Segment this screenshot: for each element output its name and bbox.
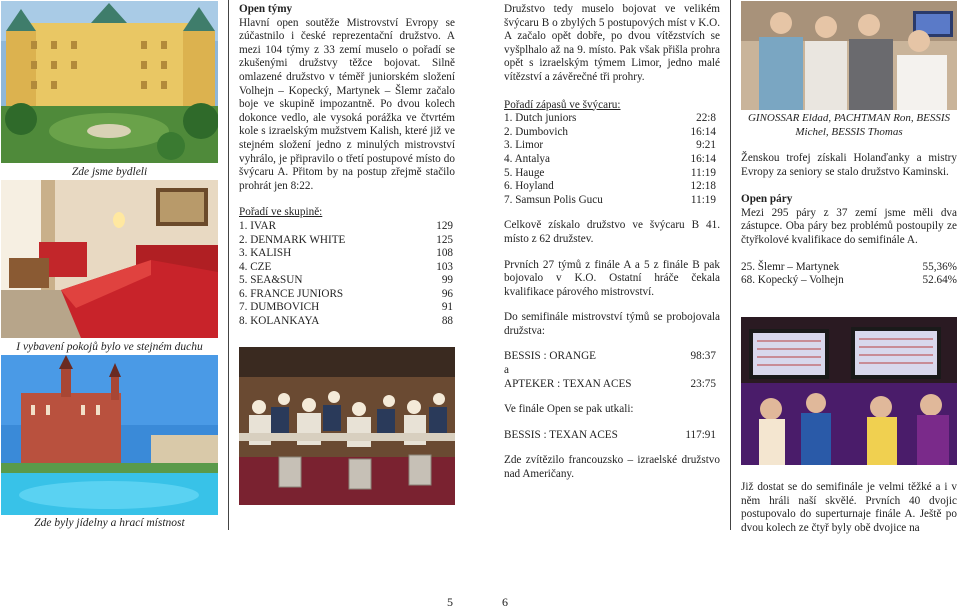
room-photo xyxy=(1,180,218,338)
standings-row: 5. SEA&SUN 99 xyxy=(239,274,453,287)
pool-photo xyxy=(1,355,218,515)
page-number-left: 5 xyxy=(447,595,453,609)
open-teams-article xyxy=(239,3,455,329)
swiss-row: 3. Limor 9:21 xyxy=(504,139,716,152)
swiss-article xyxy=(504,3,720,482)
group-standings-table xyxy=(239,220,455,329)
hotel-photo xyxy=(1,1,218,163)
open-teams-body: Hlavní open soutěže Mistrovství Evropy se zúčastnilo i české reprezentační družstvo. A mezi 104 týmy z 33 zemí muselo o pořadí se zkušenými družstvy těžce bojovat. Silně omlazené družstvo v téměř juniorském složení Volhejn – Kopecký, Martynek – Šlemr začalo boje ve skupině impozantně. Po dvou kolech dokonce vedlo, ale vysoká porážka ve čtvrtém kole s izraelským mužstvem Kalish, které již ve stejném složení jedno z minulých mistrovství vyhrálo, je připravilo o třetí postupové místo do švýcaru A. Přitom by na postup zřejmě stačilo prohrát jen 8:22. xyxy=(239,16,455,192)
semifinal-paragraph: Již dostat se do semifinále je velmi těžké a i v něm hráli naší skvělé. Prvních 40 dvojic postupovalo do superturnaje finále A. Ještě po dvou kolech ze čtyř byly obě dvojice na xyxy=(741,481,957,534)
semis-intro: Do semifinále mistrovství týmů se probojovala družstva: xyxy=(504,311,720,337)
ko-paragraph: Prvních 27 týmů z finále A a 5 z finále B pak bojovalo v K.O. Ostatní hráče čekala kvalifikace párového mistrovství. xyxy=(504,258,720,298)
winners-photo-caption: GINOSSAR Eldad, PACHTMAN Ron, BESSIS Michel, BESSIS Thomas xyxy=(747,112,951,138)
swiss-row: 2. Dumbovich 16:14 xyxy=(504,125,716,138)
standings-row: 8. KOLANKAYA 88 xyxy=(239,315,453,328)
pairs-title: Open páry xyxy=(741,193,793,206)
semifinal-connector: a xyxy=(504,364,509,377)
swiss-row: 4. Antalya 16:14 xyxy=(504,152,716,165)
pair-result: 68. Kopecký – Volhejn 52.64% xyxy=(741,274,957,287)
final-intro: Ve finále Open se pak utkali: xyxy=(504,403,634,416)
standings-row: 1. IVAR 129 xyxy=(239,219,453,232)
swiss-row: 6. Hoyland 12:18 xyxy=(504,180,716,193)
swiss-heading: Pořadí zápasů ve švýcaru: xyxy=(504,98,621,111)
swiss-row: 1. Dutch juniors 22:8 xyxy=(504,112,716,125)
semifinal-1: BESSIS : ORANGE 98:37 xyxy=(504,350,716,363)
playing-hall-photo xyxy=(239,347,455,505)
standings-row: 6. FRANCE JUNIORS 96 xyxy=(239,287,453,300)
winner-paragraph: Zde zvítězilo francouzsko – izraelské družstvo nad Američany. xyxy=(504,454,720,481)
swiss-table xyxy=(504,112,720,207)
room-caption: I vybavení pokojů bylo ve stejném duchu xyxy=(16,341,203,353)
swiss-row: 7. Samsun Polis Gucu 11:19 xyxy=(504,193,716,206)
pair-result: 25. Šlemr – Martynek 55,36% xyxy=(741,260,957,273)
results-article xyxy=(741,152,957,288)
group-standings-heading: Pořadí ve skupině: xyxy=(239,206,323,219)
women-paragraph: Ženskou trofej získali Holanďanky a mistry Evropy za seniory se stalo družstvo Kaminski. xyxy=(741,152,957,178)
page-number-right: 6 xyxy=(502,595,508,609)
standings-row: 2. DENMARK WHITE 125 xyxy=(239,233,453,246)
column-divider-left xyxy=(228,0,229,530)
column-divider-right xyxy=(730,0,731,530)
swiss-intro: Družstvo tedy muselo bojovat ve velikém švýcaru B o zbylých 5 postupových míst v K.O. A začalo opět dobře, po dvou vítězstvích se vyšplhalo až na 9. místo. Pak však přišla prohra opět s izraelským týmem Limor, jedno malé vítězství a závěrečné tři prohry. xyxy=(504,3,720,83)
swiss-overall: Celkově získalo družstvo ve švýcaru B 41. místo z 62 družstev. xyxy=(504,219,720,245)
semifinal-2: APTEKER : TEXAN ACES 23:75 xyxy=(504,377,716,390)
standings-row: 3. KALISH 108 xyxy=(239,247,453,260)
final-result: BESSIS : TEXAN ACES 117:91 xyxy=(504,428,716,441)
pool-caption: Zde byly jídelny a hrací místnost xyxy=(34,517,185,529)
standings-row: 4. CZE 103 xyxy=(239,260,453,273)
scoreboard-photo xyxy=(741,317,957,465)
hotel-caption: Zde jsme bydleli xyxy=(71,166,148,178)
winners-photo xyxy=(741,1,957,110)
swiss-row: 5. Hauge 11:19 xyxy=(504,166,716,179)
open-teams-title: Open týmy xyxy=(239,3,293,15)
standings-row: 7. DUMBOVICH 91 xyxy=(239,301,453,314)
pairs-body: Mezi 295 páry z 37 zemí jsme měli dva zástupce. Oba páry bez problémů postoupily ze čtyřkolové kvalifikace do semifinále A. xyxy=(741,206,957,246)
